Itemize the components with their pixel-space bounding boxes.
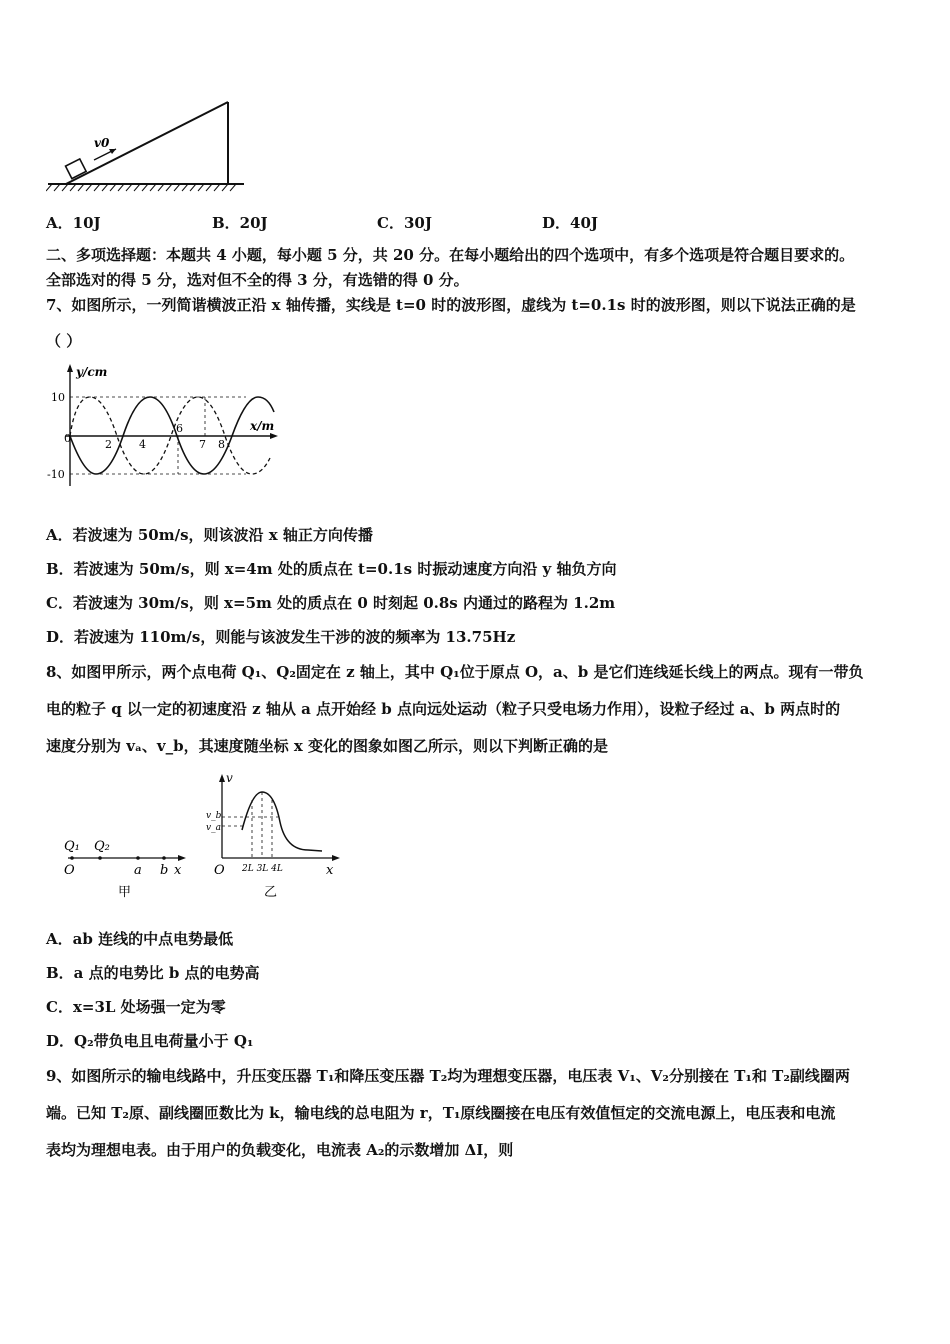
section2-line2: 全部选对的得 5 分，选对但不全的得 3 分，有选错的得 0 分。 [46,271,469,289]
q8-stem-1: 8、如图甲所示，两个点电荷 Q₁、Q₂固定在 z 轴上，其中 Q₁位于原点 O，a、b 是它们连线延长线上的两点。现有一带负 [46,663,864,681]
q6-option-a: A．10J [46,214,101,232]
v-axis-label: v [226,771,233,785]
x-tick-8: 8 [218,438,225,451]
q2-label: Q₂ [94,839,110,854]
x-ticks-yi: 2L 3L 4L [242,864,283,874]
q8-option-c: C．x=3L 处场强一定为零 [46,998,226,1016]
q7-option-b: B．若波速为 50m/s，则 x=4m 处的质点在 t=0.1s 时振动速度方向沿 y 轴负方向 [46,560,617,578]
q8-option-d: D．Q₂带负电且电荷量小于 Q₁ [46,1032,254,1050]
charge-figure [46,770,356,915]
q7-option-a: A．若波速为 50m/s，则该波沿 x 轴正方向传播 [46,526,373,544]
y-axis-label: y/cm [76,365,108,379]
incline-slope [66,102,228,184]
x-tick-2: 2 [105,438,112,451]
x-label-jia: x [174,863,182,878]
origin-o-label: O [64,863,75,878]
origin-label: 0 [64,432,71,445]
caption-jia: 甲 [118,885,132,900]
point-b-label: b [160,863,169,878]
vb-label: v_b [206,811,222,821]
q7-option-d: D．若波速为 110m/s，则能与该波发生干涉的波的频率为 13.75Hz [46,628,516,646]
q7-option-c: C．若波速为 30m/s，则 x=5m 处的质点在 0 时刻起 0.8s 内通过的路程为 1.2m [46,594,616,612]
x-label-yi: x [326,863,334,878]
q9-stem-2: 端。已知 T₂原、副线圈匝数比为 k，输电线的总电阻为 r，T₁原线圈接在电压有效值恒定的交流电源上，电压表和电流 [46,1104,836,1122]
velocity-curve [242,792,322,851]
q8-option-b: B．a 点的电势比 b 点的电势高 [46,964,260,982]
q6-option-d: D．40J [542,214,598,232]
x-tick-6: 6 [176,422,183,435]
incline-figure [46,98,246,193]
q6-option-c: C．30J [377,214,432,232]
y-tick-10: 10 [51,391,65,404]
y-tick-neg10: -10 [47,468,65,481]
q8-stem-3: 速度分别为 vₐ、v_b，其速度随坐标 x 变化的图象如图乙所示，则以下判断正确的是 [46,737,609,755]
caption-yi: 乙 [264,885,278,900]
q8-stem-2: 电的粒子 q 以一定的初速度沿 z 轴从 a 点开始经 b 点向远处运动（粒子只受电场力作用），设粒子经过 a、b 两点时的 [46,700,841,718]
x-tick-7: 7 [199,438,206,451]
q6-option-b: B．20J [212,214,268,232]
velocity-label: v0 [94,136,110,150]
q7-stem-2: （ ） [46,332,82,350]
q1-label: Q₁ [64,839,80,854]
x-tick-4: 4 [139,438,146,451]
wave-graph [46,362,286,492]
va-label: v_a [206,823,221,833]
origin-o-label-yi: O [214,863,225,878]
section2-line1: 二、多项选择题：本题共 4 小题，每小题 5 分，共 20 分。在每小题给出的四个选项中，有多个选项是符合题目要求的。 [46,246,855,264]
q8-option-a: A．ab 连线的中点电势最低 [46,930,234,948]
x-axis-label: x/m [250,419,275,433]
point-a-label: a [134,863,142,878]
q7-stem-1: 7、如图所示，一列简谐横波正沿 x 轴传播，实线是 t=0 时的波形图，虚线为 t=0.1s 时的波形图，则以下说法正确的是 [46,296,856,314]
q9-stem-3: 表均为理想电表。由于用户的负载变化，电流表 A₂的示数增加 ΔI，则 [46,1141,514,1159]
q9-stem-1: 9、如图所示的输电线路中，升压变压器 T₁和降压变压器 T₂均为理想变压器，电压表 V₁、V₂分别接在 T₁和 T₂副线圈两 [46,1067,850,1085]
